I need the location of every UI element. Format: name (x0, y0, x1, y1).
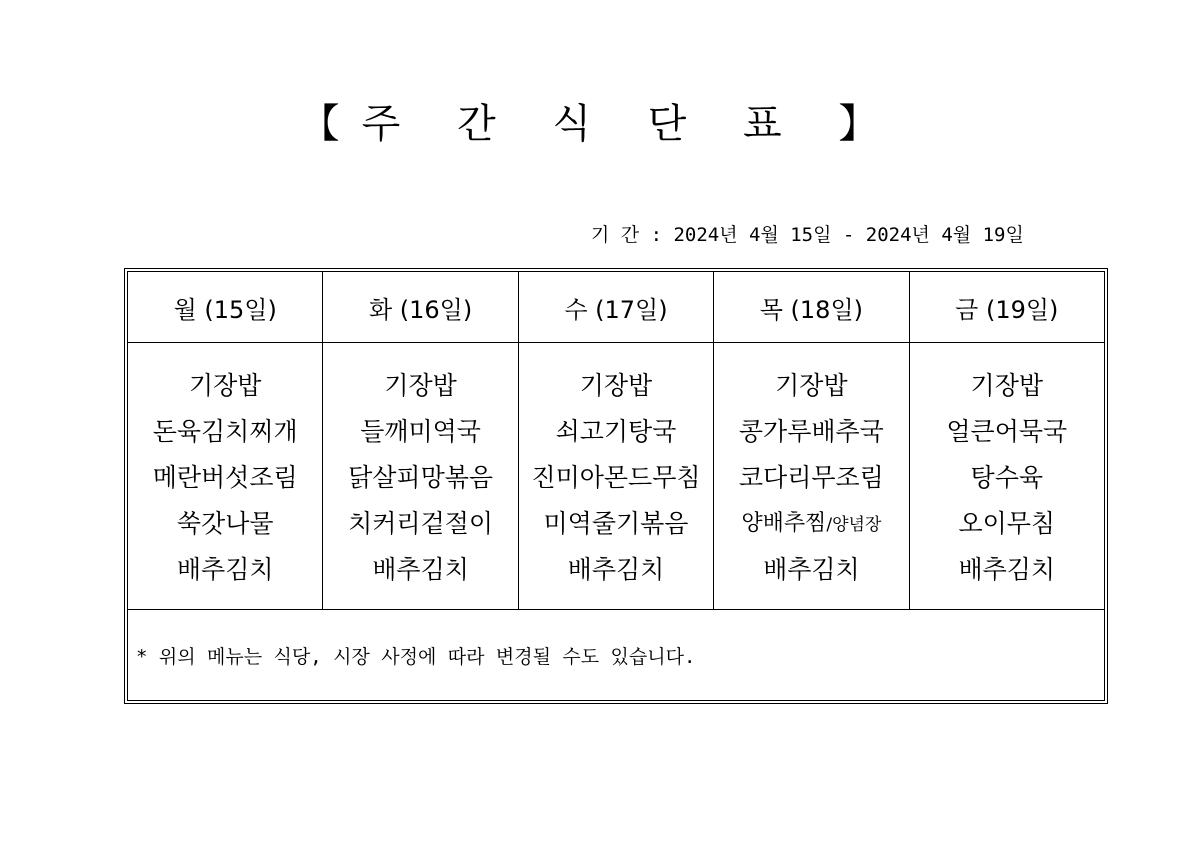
dish-item: 기장밥 (775, 371, 848, 400)
dish-item: 콩가루배추국 (738, 417, 884, 446)
menu-cell-thu (714, 343, 909, 610)
dish-item-name: 양배추찜 (741, 511, 827, 536)
menu-cell-mon (128, 343, 323, 610)
weekly-menu-table (127, 271, 1105, 701)
dish-item: 진미아몬드무침 (531, 463, 701, 492)
day-header-wed: 수 (17일) (518, 272, 713, 343)
menu-cell-wed (518, 343, 713, 610)
day-header-row (128, 272, 1105, 343)
dish-item: 배추김치 (958, 555, 1056, 584)
menu-cell-fri (909, 343, 1104, 610)
dish-item: 기장밥 (384, 371, 457, 400)
dish-item: 쇠고기탕국 (555, 417, 677, 446)
dish-sauce-note: /양념장 (826, 515, 882, 535)
note-row (128, 610, 1105, 701)
menu-table-frame (124, 268, 1108, 704)
dish-item: 배추김치 (372, 555, 469, 584)
dish-item: 배추김치 (763, 555, 860, 584)
dish-item: 메란버섯조림 (152, 463, 298, 492)
menu-change-note: * 위의 메뉴는 식당, 시장 사정에 따라 변경될 수도 있습니다. (128, 610, 1105, 701)
dish-item: 배추김치 (176, 555, 274, 584)
day-header-fri: 금 (19일) (909, 272, 1104, 343)
dish-item: 닭살피망볶음 (348, 463, 494, 492)
dish-item: 치커리겉절이 (348, 509, 494, 538)
dish-item: 기장밥 (188, 371, 262, 400)
dish-item: 들깨미역국 (360, 417, 481, 446)
day-header-thu: 목 (18일) (714, 272, 909, 343)
dish-item: 기장밥 (579, 371, 653, 400)
menu-period: 기 간 : 2024년 4월 15일 - 2024년 4월 19일 (591, 224, 1024, 246)
day-header-tue: 화 (16일) (323, 272, 518, 343)
dish-item: 배추김치 (567, 555, 665, 584)
dish-item: 돈육김치찌개 (152, 417, 298, 446)
dish-item: 탕수육 (970, 463, 1043, 492)
page-title: 【주 간 식 단 표 】 (299, 101, 901, 147)
menu-cell-tue (323, 343, 518, 610)
dish-item: 얼큰어묵국 (946, 417, 1068, 446)
dish-item: 코다리무조림 (738, 463, 884, 492)
dish-item-with-sauce (714, 501, 908, 547)
dish-item: 기장밥 (970, 371, 1043, 400)
dish-item: 쑥갓나물 (176, 509, 274, 538)
dish-item: 오이무침 (958, 509, 1056, 538)
menu-row (128, 343, 1105, 610)
dish-item: 미역줄기볶음 (543, 509, 689, 538)
day-header-mon: 월 (15일) (128, 272, 323, 343)
